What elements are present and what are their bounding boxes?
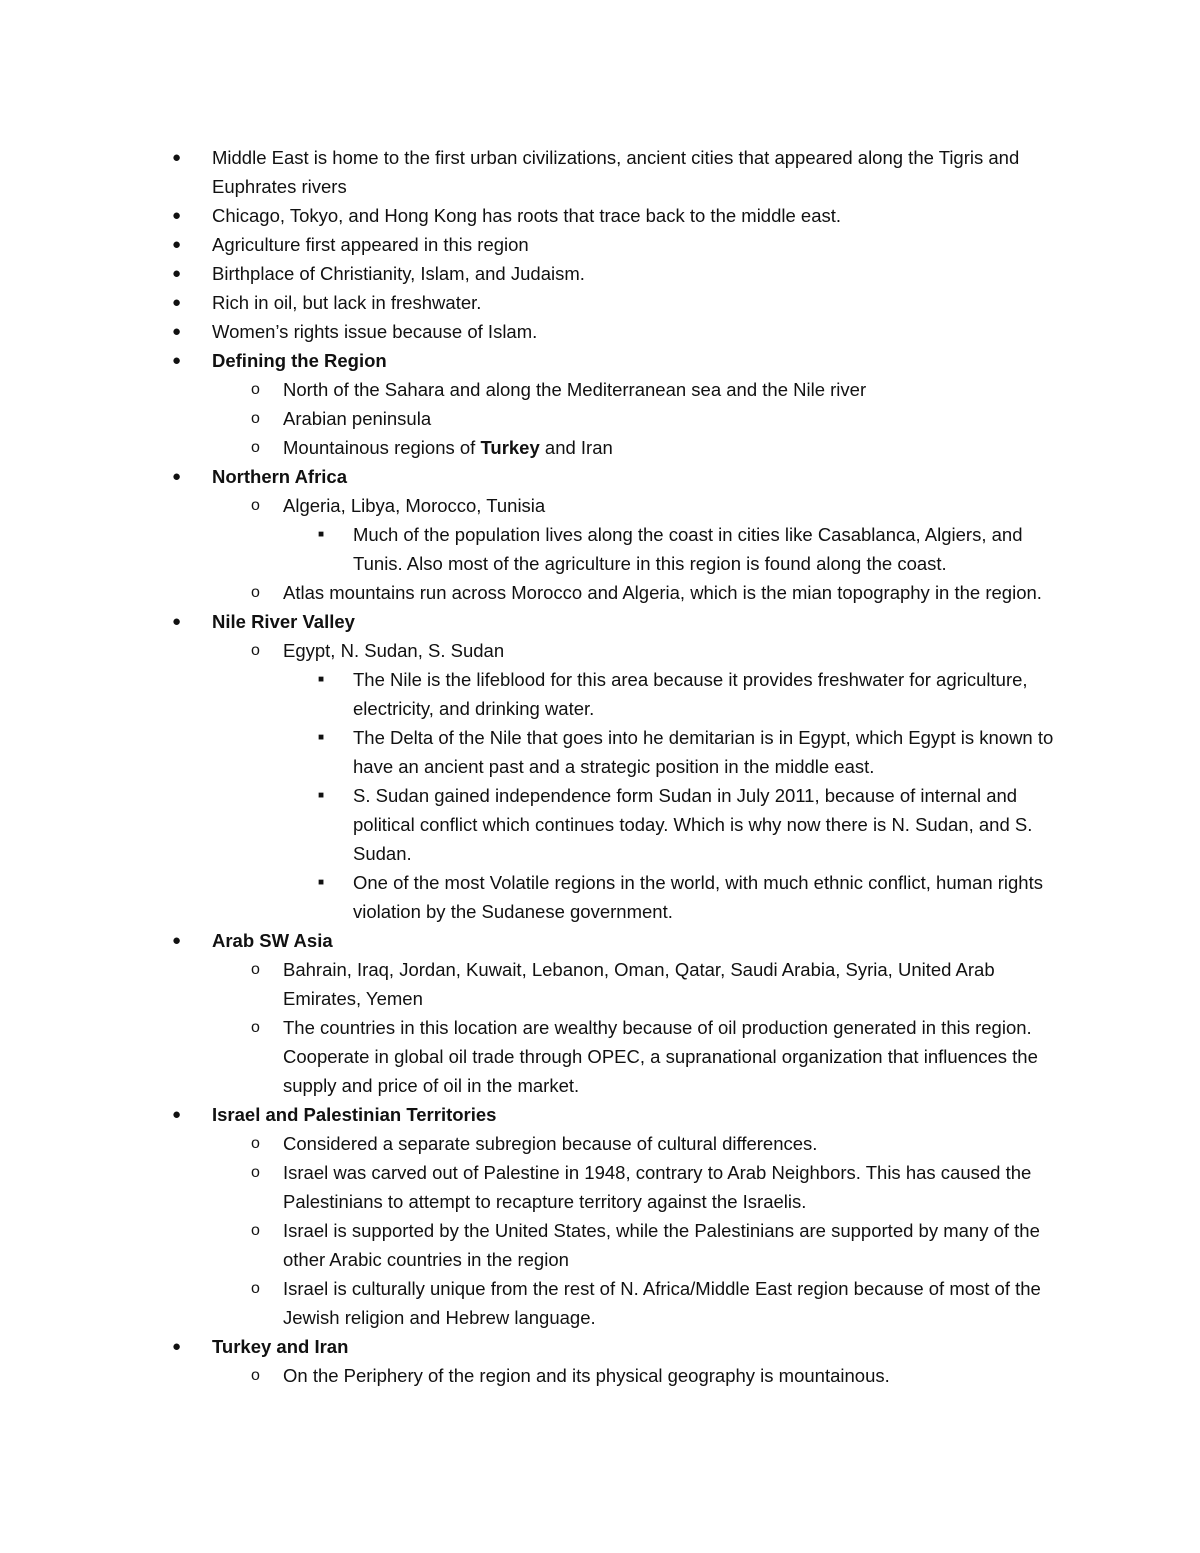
list-item-text: Considered a separate subregion because of cultural differences. (283, 1133, 818, 1154)
section-heading-text: Nile River Valley (212, 611, 355, 632)
section-heading-text: Arab SW Asia (212, 930, 333, 951)
section-heading (0, 607, 1200, 636)
level2-bullet-icon: o (251, 961, 260, 978)
section-heading (0, 462, 1200, 491)
section-heading-text: Israel and Palestinian Territories (212, 1104, 497, 1125)
section-heading-text: Turkey and Iran (212, 1336, 349, 1357)
list-item-text: and Iran (539, 437, 613, 458)
level1-bullet-icon: ● (172, 1338, 182, 1355)
list-item-text: Israel is culturally unique from the rest of N. Africa/Middle East region because of most of the Jewish religion and Hebrew language. (283, 1278, 1041, 1328)
list-item-text: North of the Sahara and along the Mediterranean sea and the Nile river (283, 379, 867, 400)
list-item (0, 491, 1200, 520)
list-item-text: The Delta of the Nile that goes into he demitarian is in Egypt, which Egypt is known to have an ancient past and a strategic position in the middle east. (353, 727, 1054, 777)
list-item-text: Chicago, Tokyo, and Hong Kong has roots that trace back to the middle east. (212, 205, 842, 226)
section-heading-text: Defining the Region (212, 350, 387, 371)
level1-bullet-icon: ● (172, 468, 182, 485)
list-item (0, 578, 1200, 607)
list-item (0, 143, 1200, 201)
list-item (0, 288, 1200, 317)
list-item-text: Arabian peninsula (283, 408, 432, 429)
level2-bullet-icon: o (251, 497, 260, 514)
list-item (0, 1274, 1200, 1332)
list-item (0, 1216, 1200, 1274)
list-item (0, 723, 1200, 781)
list-item-text: Birthplace of Christianity, Islam, and Judaism. (212, 263, 585, 284)
list-item (0, 1361, 1200, 1390)
level1-bullet-icon: ● (172, 352, 182, 369)
list-item (0, 665, 1200, 723)
level2-bullet-icon: o (251, 1019, 260, 1036)
level2-bullet-icon: o (251, 1222, 260, 1239)
level1-bullet-icon: ● (172, 932, 182, 949)
level2-bullet-icon: o (251, 584, 260, 601)
list-item (0, 1013, 1200, 1100)
list-item (0, 230, 1200, 259)
level2-bullet-icon: o (251, 1164, 260, 1181)
level1-bullet-icon: ● (172, 1106, 182, 1123)
list-item (0, 433, 1200, 462)
level3-bullet-icon: ■ (318, 529, 325, 540)
level1-bullet-icon: ● (172, 236, 182, 253)
list-item (0, 404, 1200, 433)
level1-bullet-icon: ● (172, 265, 182, 282)
level1-bullet-icon: ● (172, 613, 182, 630)
list-item-text: On the Periphery of the region and its physical geography is mountainous. (283, 1365, 890, 1386)
level1-bullet-icon: ● (172, 149, 182, 166)
list-item-text: Bahrain, Iraq, Jordan, Kuwait, Lebanon, Oman, Qatar, Saudi Arabia, Syria, United Arab Emirates, Yemen (283, 959, 995, 1009)
level2-bullet-icon: o (251, 1280, 260, 1297)
list-item-text: Women’s rights issue because of Islam. (212, 321, 538, 342)
list-item (0, 317, 1200, 346)
list-item-text: One of the most Volatile regions in the world, with much ethnic conflict, human rights violation by the Sudanese government. (353, 872, 1043, 922)
list-item (0, 1158, 1200, 1216)
list-item (0, 781, 1200, 868)
list-item-text: Algeria, Libya, Morocco, Tunisia (283, 495, 546, 516)
list-item (0, 1129, 1200, 1158)
list-item-bold-text: Turkey (480, 437, 540, 458)
level3-bullet-icon: ■ (318, 790, 325, 801)
list-item-text: Egypt, N. Sudan, S. Sudan (283, 640, 505, 661)
level3-bullet-icon: ■ (318, 674, 325, 685)
list-item-text: Israel was carved out of Palestine in 1948, contrary to Arab Neighbors. This has caused the Palestinians to attempt to recapture territory against the Israelis. (283, 1162, 1032, 1212)
list-item-text: S. Sudan gained independence form Sudan in July 2011, because of internal and political conflict which continues today. Which is why now there is N. Sudan, and S. Sudan. (353, 785, 1033, 864)
section-heading (0, 1332, 1200, 1361)
list-item-text: The Nile is the lifeblood for this area because it provides freshwater for agriculture, electricity, and drinking water. (353, 669, 1028, 719)
level1-bullet-icon: ● (172, 294, 182, 311)
level2-bullet-icon: o (251, 410, 260, 427)
section-heading (0, 346, 1200, 375)
list-item-text: Israel is supported by the United States, while the Palestinians are supported by many of the other Arabic countries in the region (283, 1220, 1040, 1270)
list-item-text: Rich in oil, but lack in freshwater. (212, 292, 482, 313)
section-heading (0, 926, 1200, 955)
list-item (0, 375, 1200, 404)
list-item-text: Mountainous regions of (283, 437, 481, 458)
list-item-text: Middle East is home to the first urban civilizations, ancient cities that appeared along the Tigris and Euphrates rivers (212, 147, 1020, 197)
list-item-text: Much of the population lives along the coast in cities like Casablanca, Algiers, and Tunis. Also most of the agriculture in this region is found along the coast. (353, 524, 1023, 574)
level1-bullet-icon: ● (172, 207, 182, 224)
level2-bullet-icon: o (251, 1367, 260, 1384)
list-item (0, 201, 1200, 230)
list-item-text: Agriculture first appeared in this region (212, 234, 529, 255)
list-item-text: Atlas mountains run across Morocco and Algeria, which is the mian topography in the region. (283, 582, 1042, 603)
level2-bullet-icon: o (251, 1135, 260, 1152)
list-item (0, 259, 1200, 288)
level3-bullet-icon: ■ (318, 877, 325, 888)
level3-bullet-icon: ■ (318, 732, 325, 743)
list-item (0, 868, 1200, 926)
list-item (0, 955, 1200, 1013)
section-heading-text: Northern Africa (212, 466, 348, 487)
level2-bullet-icon: o (251, 381, 260, 398)
level2-bullet-icon: o (251, 642, 260, 659)
level1-bullet-icon: ● (172, 323, 182, 340)
list-item (0, 520, 1200, 578)
list-item-text: The countries in this location are wealthy because of oil production generated in this region. Cooperate in global oil trade through OPEC, a supranational organization that influences the supply and price of oil in the market. (283, 1017, 1038, 1096)
document-body (0, 143, 1200, 1390)
list-item (0, 636, 1200, 665)
section-heading (0, 1100, 1200, 1129)
level2-bullet-icon: o (251, 439, 260, 456)
